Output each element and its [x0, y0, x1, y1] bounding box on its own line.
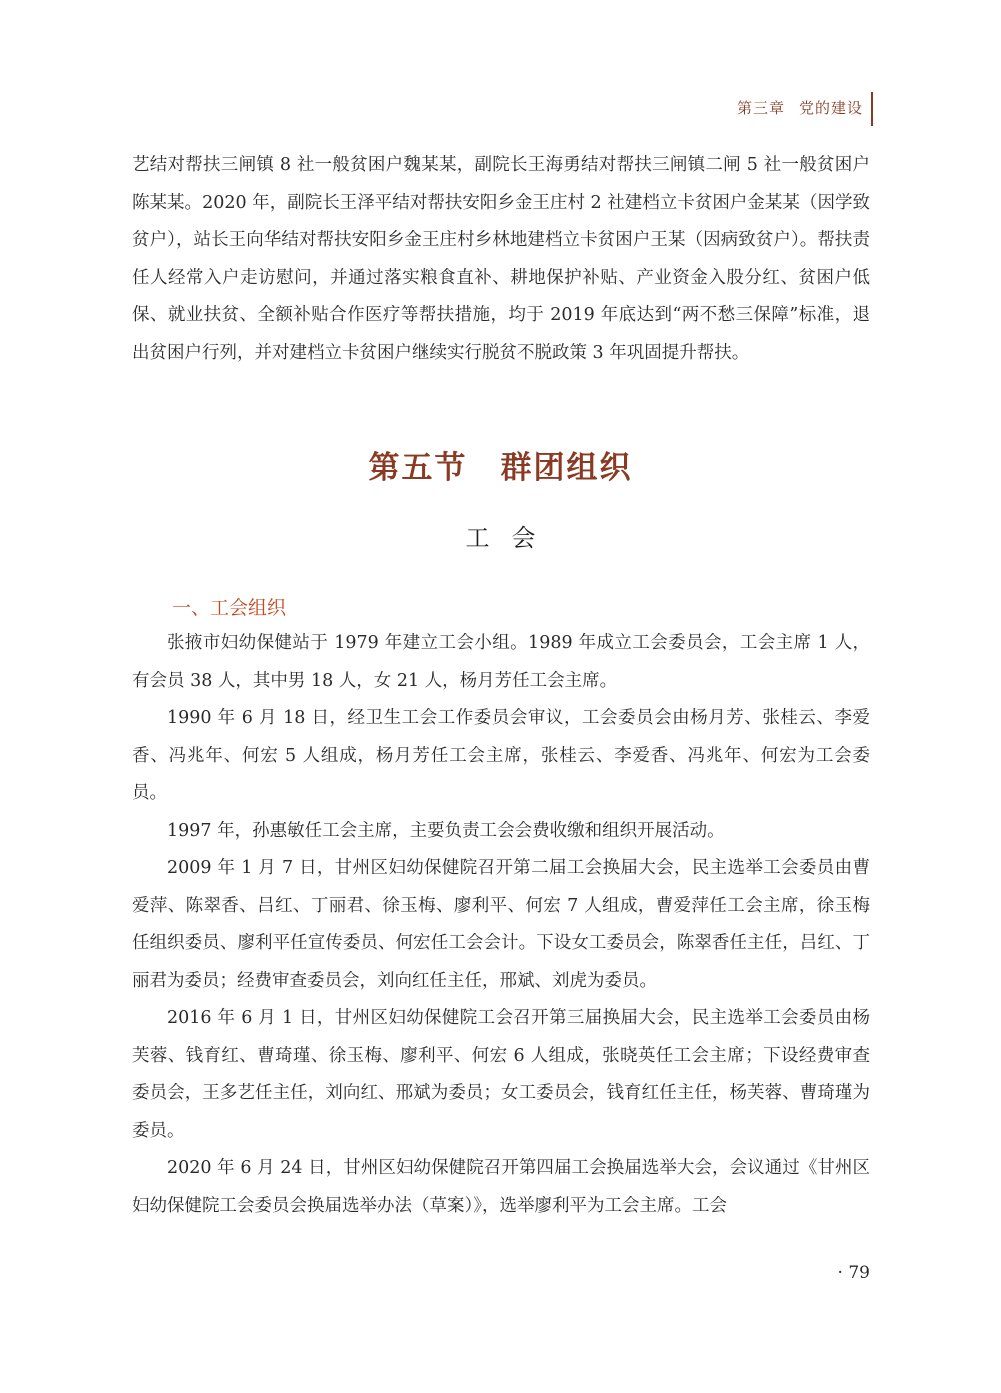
paragraph: 2016 年 6 月 1 日，甘州区妇幼保健院工会召开第三届换届大会，民主选举工会委员由杨芙蓉、钱育红、曹琦瑾、徐玉梅、廖利平、何宏 6 人组成，张晓英任工会主席；下设经费审查委员会，王多艺任主任，刘向红、邢斌为委员；女工委员会，钱育红任主任，杨芙蓉、曹琦瑾为委员。 [132, 1008, 870, 1141]
paragraph: 1990 年 6 月 18 日，经卫生工会工作委员会审议，工会委员会由杨月芳、张桂云、李爱香、冯兆年、何宏 5 人组成，杨月芳任工会主席，张桂云、李爱香、冯兆年、何宏为工会委员。 [132, 708, 870, 803]
paragraph: 艺结对帮扶三闸镇 8 社一般贫困户魏某某，副院长王海勇结对帮扶三闸镇二闸 5 社一般贫困户陈某某。2020 年，副院长王泽平结对帮扶安阳乡金王庄村 2 社建档立卡贫困户金某某（因学致贫户），站长王向华结对帮扶安阳乡金王庄村乡林地建档立卡贫困户王某（因病致贫户）。帮扶责任人经常入户走访慰问，并通过落实粮食直补、耕地保护补贴、产业资金入股分红、贫困户低保、就业扶贫、全额补贴合作医疗等帮扶措施，均于 2019 年底达到“两不愁三保障”标准，退出贫困户行列，并对建档立卡贫困户继续实行脱贫不脱政策 3 年巩固提升帮扶。 [132, 155, 870, 363]
subsection-title: 一、工会组织 [172, 597, 287, 619]
chapter-title: 党的建设 [798, 99, 863, 117]
running-head [737, 97, 863, 118]
paragraph: 2020 年 6 月 24 日，甘州区妇幼保健院召开第四届工会换届选举大会，会议通过《甘州区妇幼保健院工会委员会换届选举办法（草案）》，选举廖利平为工会主席。工会 [132, 1158, 870, 1216]
paragraph: 1997 年，孙惠敏任工会主席，主要负责工会会费收缴和组织开展活动。 [167, 820, 725, 841]
header-rule [871, 92, 873, 126]
sub-title: 工会 [465, 524, 558, 552]
body-text-continued [132, 147, 870, 372]
chapter-label: 第三章 [736, 99, 785, 117]
page-number: · 79 [837, 1263, 870, 1283]
body-text [132, 625, 870, 1225]
section-title: 第五节 群团组织 [368, 450, 633, 486]
paragraph: 张掖市妇幼保健站于 1979 年建立工会小组。1989 年成立工会委员会，工会主席 1 人，有会员 38 人，其中男 18 人，女 21 人，杨月芳任工会主席。 [132, 633, 870, 691]
paragraph: 2009 年 1 月 7 日，甘州区妇幼保健院召开第二届工会换届大会，民主选举工会委员由曹爱萍、陈翠香、吕红、丁丽君、徐玉梅、廖利平、何宏 7 人组成，曹爱萍任工会主席，徐玉梅任组织委员、廖利平任宣传委员、何宏任工会会计。下设女工委员会，陈翠香任主任，吕红、丁丽君为委员；经费审查委员会，刘向红任主任，邢斌、刘虎为委员。 [132, 858, 870, 991]
